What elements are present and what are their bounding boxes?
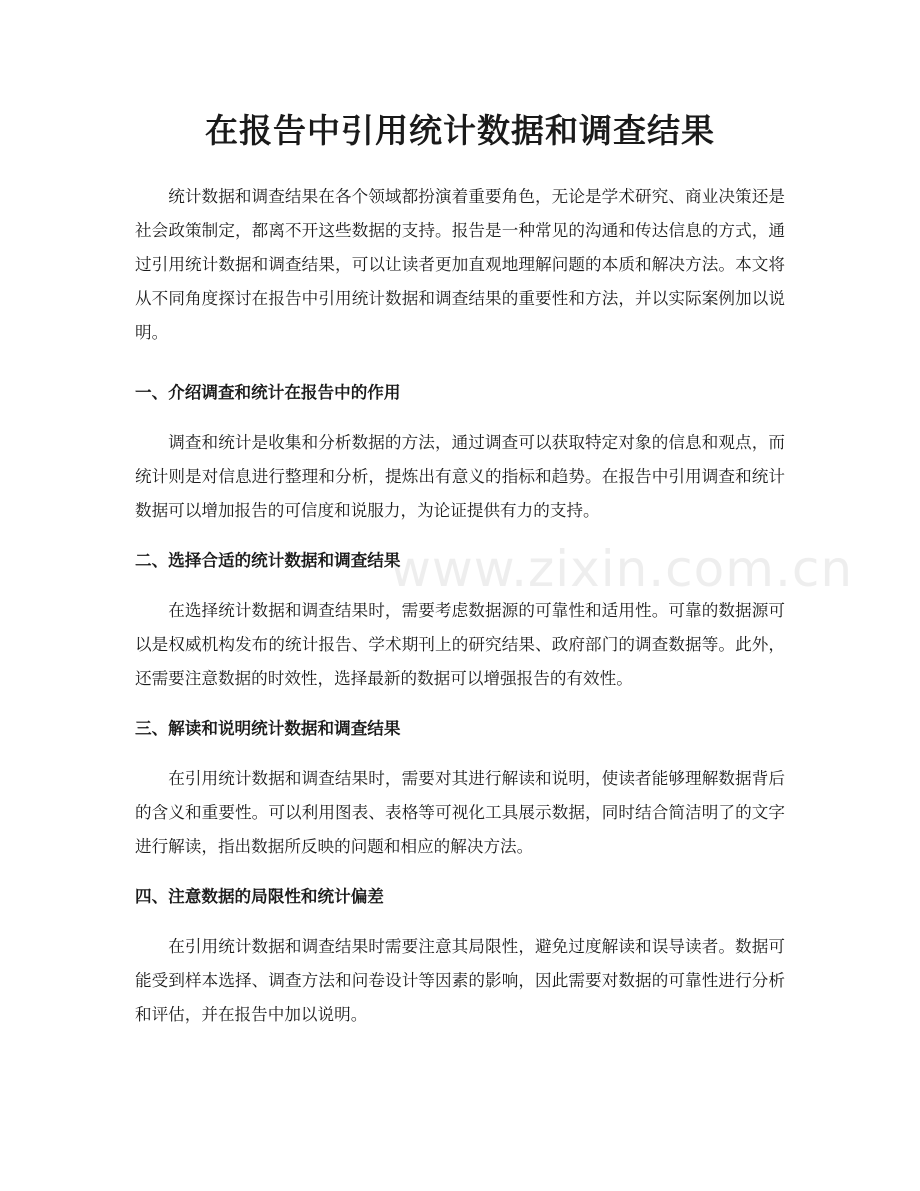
watermark: www.zixin.com.cn: [390, 540, 854, 598]
page-title: 在报告中引用统计数据和调查结果: [205, 111, 715, 150]
section-2-paragraph: 在选择统计数据和调查结果时，需要考虑数据源的可靠性和适用性。可靠的数据源可以是权威机构发布的统计报告、学术期刊上的研究结果、政府部门的调查数据等。此外，还需要注意数据的时效性，选择最新的数据可以增强报告的有效性。: [135, 601, 785, 688]
section-3-paragraph: 在引用统计数据和调查结果时，需要对其进行解读和说明，使读者能够理解数据背后的含义和重要性。可以利用图表、表格等可视化工具展示数据，同时结合简洁明了的文字进行解读，指出数据所反映的问题和相应的解决方法。: [135, 769, 785, 856]
document-body: [135, 180, 785, 1048]
section-1-paragraph: 调查和统计是收集和分析数据的方法，通过调查可以获取特定对象的信息和观点，而统计则是对信息进行整理和分析，提炼出有意义的指标和趋势。在报告中引用调查和统计数据可以增加报告的可信度和说服力，为论证提供有力的支持。: [135, 433, 785, 520]
section-4-heading: 四、注意数据的局限性和统计偏差: [135, 887, 384, 906]
section-2-heading: 二、选择合适的统计数据和调查结果: [135, 551, 401, 570]
intro-paragraph: 统计数据和调查结果在各个领域都扮演着重要角色，无论是学术研究、商业决策还是社会政策制定，都离不开这些数据的支持。报告是一种常见的沟通和传达信息的方式，通过引用统计数据和调查结果，可以让读者更加直观地理解问题的本质和解决方法。本文将从不同角度探讨在报告中引用统计数据和调查结果的重要性和方法，并以实际案例加以说明。: [135, 187, 785, 342]
section-1-heading: 一、介绍调查和统计在报告中的作用: [135, 383, 401, 402]
section-3-heading: 三、解读和说明统计数据和调查结果: [135, 719, 401, 738]
section-4-paragraph: 在引用统计数据和调查结果时需要注意其局限性，避免过度解读和误导读者。数据可能受到样本选择、调查方法和问卷设计等因素的影响，因此需要对数据的可靠性进行分析和评估，并在报告中加以说明。: [135, 937, 785, 1024]
